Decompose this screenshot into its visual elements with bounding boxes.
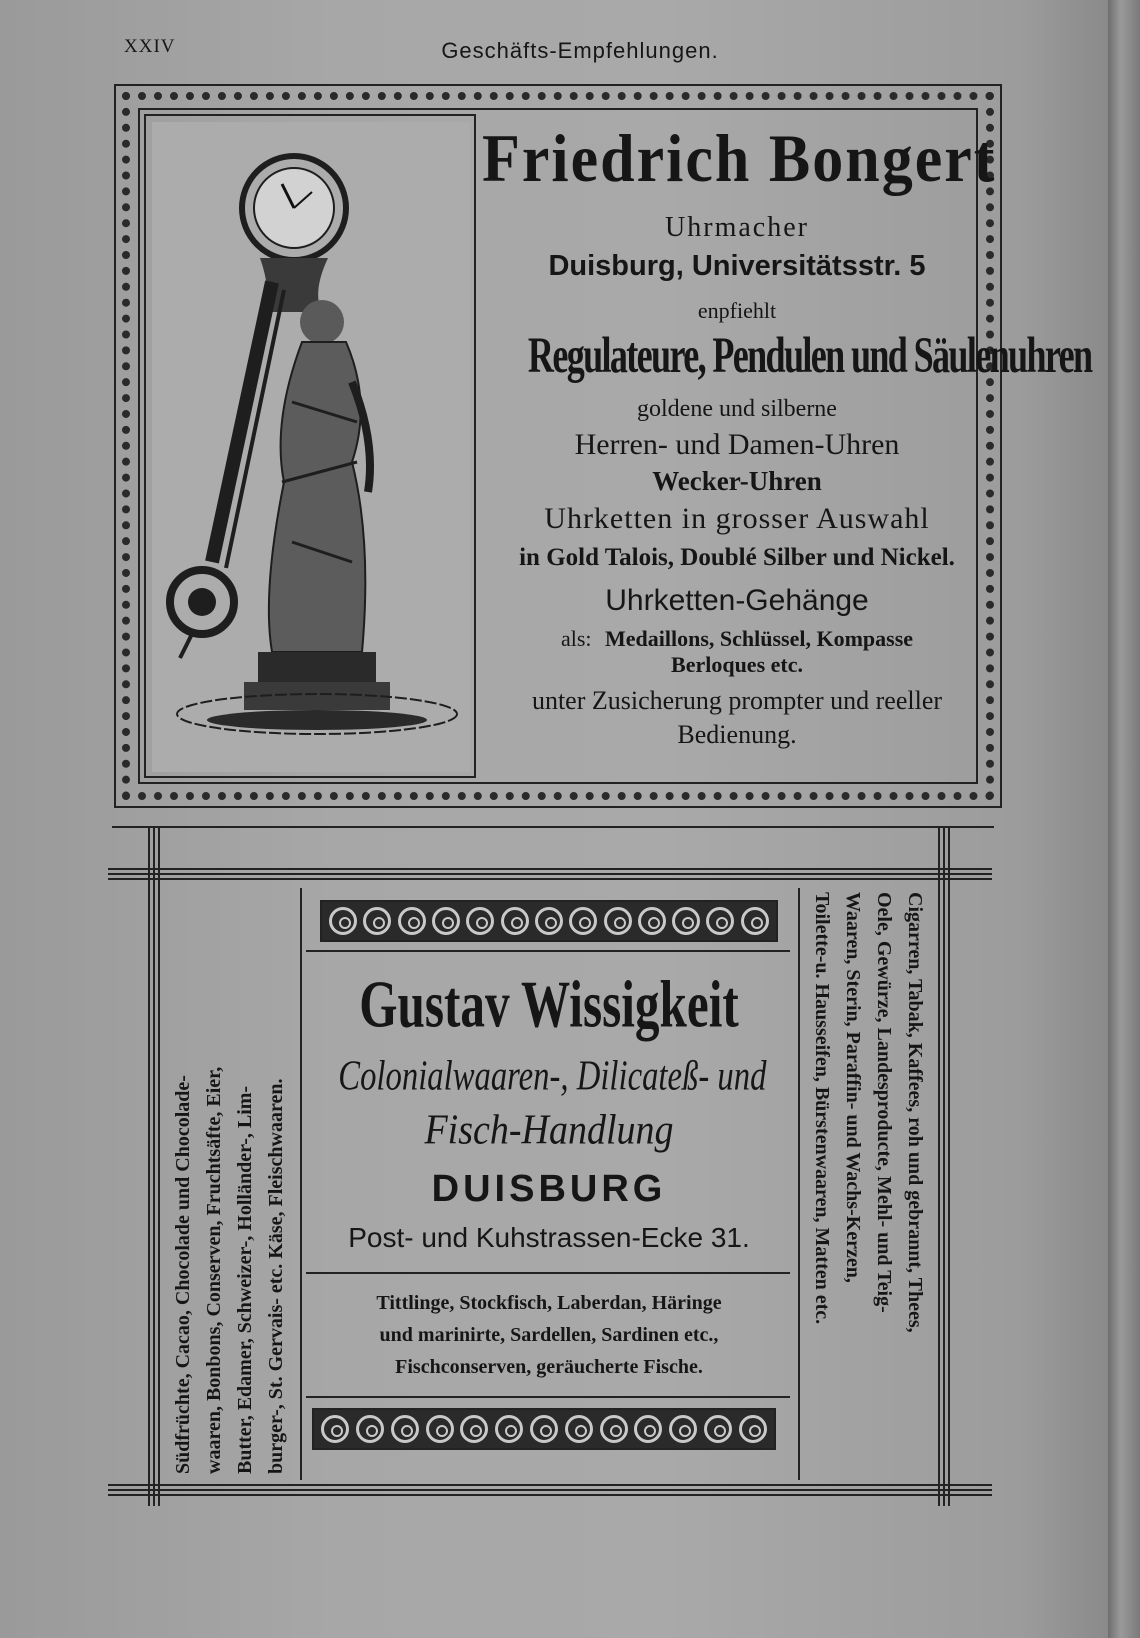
page-title: Geschäfts-Empfehlungen. [441,38,719,63]
bongert-metals: in Gold Talois, Doublé Silber und Nickel. [519,544,955,571]
bongert-address: Duisburg, Universitätsstr. 5 [548,250,926,282]
bongert-products: Regulateure, Pendulen und Säulenuhren [527,327,1092,384]
rosette-icon [391,1415,419,1443]
ad-bongert [114,84,1092,808]
page-number: XXIV [124,36,176,57]
bongert-items [482,626,992,652]
bongert-trade: Uhrmacher [665,212,809,243]
bongert-items2: Berloques etc. [671,652,803,677]
rosette-icon [426,1415,454,1443]
rosette-icon [741,907,769,935]
rosette-icon [466,907,494,935]
bongert-pendants: Uhrketten-Gehänge [605,584,869,617]
wissigkeit-business1: Colonialwaaren-, Dilicateß- und [338,1053,767,1100]
bongert-gold-silver: goldene und silberne [637,396,837,422]
top-rail [108,866,992,880]
rosette-icon [363,907,391,935]
center-left-line [300,888,302,1480]
rosette-icon [398,907,426,935]
rosette-icon [565,1415,593,1443]
bottom-rail [108,1482,992,1496]
ad-wissigkeit [108,826,992,1506]
box-top-rule [306,950,790,952]
wissigkeit-fish1: Tittlinge, Stockfisch, Laberdan, Häringe [376,1292,722,1314]
bongert-watches: Herren- und Damen-Uhren [574,428,900,461]
illustration-frame [144,114,476,778]
right-line-3: Waaren, Sterin, Paraffin- und Wachs-Kerzen, [842,892,864,1283]
right-post [938,826,952,1506]
wissigkeit-fish2: und marinirte, Sardellen, Sardinen etc., [379,1324,719,1346]
rosette-icon [530,1415,558,1443]
rosette-icon [460,1415,488,1443]
box-mid-rule [306,1272,790,1274]
rosette-icon [600,1415,628,1443]
page-edge [1108,0,1140,1638]
rosette-icon [672,907,700,935]
figure-with-clock-illustration [152,122,470,772]
bongert-chains: Uhrketten in grosser Auswahl [544,502,930,535]
rosette-icon [501,907,529,935]
rosette-icon [669,1415,697,1443]
ornament-band-top [320,900,778,942]
left-line-1: Südfrüchte, Cacao, Chocolade und Chocolade- [172,1075,194,1474]
box-bottom-rule [306,1396,790,1398]
wissigkeit-city: DUISBURG [431,1168,667,1210]
rosette-icon [356,1415,384,1443]
bongert-as: als: [560,626,592,651]
left-column-text [168,888,292,1474]
bongert-service1: unter Zusicherung prompter und reeller [531,686,943,715]
rosette-icon [704,1415,732,1443]
rosette-icon [329,907,357,935]
rosette-icon [432,907,460,935]
bongert-recommends: enpfiehlt [697,298,777,323]
center-right-line [798,888,800,1480]
rosette-icon [495,1415,523,1443]
rosette-icon [634,1415,662,1443]
wissigkeit-address: Post- und Kuhstrassen-Ecke 31. [348,1222,750,1253]
left-post [148,826,162,1506]
rosette-icon [535,907,563,935]
right-line-4: Toilette-u. Hausseifen, Bürstenwaaren, Matten etc. [811,892,833,1325]
bongert-alarm: Wecker-Uhren [652,466,822,496]
rosette-icon [706,907,734,935]
rosette-icon [321,1415,349,1443]
wissigkeit-business2: Fisch-Handlung [424,1107,674,1154]
right-column-text [806,892,930,1478]
left-line-4: burger-, St. Gervais- etc. Käse, Fleischwaaren. [265,1078,287,1474]
right-line-1: Cigarren, Tabak, Kaffees, roh und gebrannt, Thees, [904,892,926,1333]
bongert-service2: Bedienung. [677,720,797,749]
bongert-items-list: Medaillons, Schlüssel, Kompasse [605,626,914,651]
left-line-2: waaren, Bonbons, Conserven, Fruchtsäfte, Eier, [203,1066,225,1474]
left-line-3: Butter, Edamer, Schweizer-, Holländer-, Lim- [234,1085,256,1474]
rosette-icon [638,907,666,935]
bongert-name: Friedrich Bongert [482,121,997,197]
ornament-band-bottom [312,1408,776,1450]
rosette-icon [604,907,632,935]
right-line-2: Oele, Gewürze, Landesproducte, Mehl- und Teig- [873,892,895,1313]
wissigkeit-fish3: Fischconserven, geräucherte Fische. [395,1356,703,1378]
rosette-icon [569,907,597,935]
wissigkeit-name: Gustav Wissigkeit [359,967,739,1042]
rosette-icon [739,1415,767,1443]
